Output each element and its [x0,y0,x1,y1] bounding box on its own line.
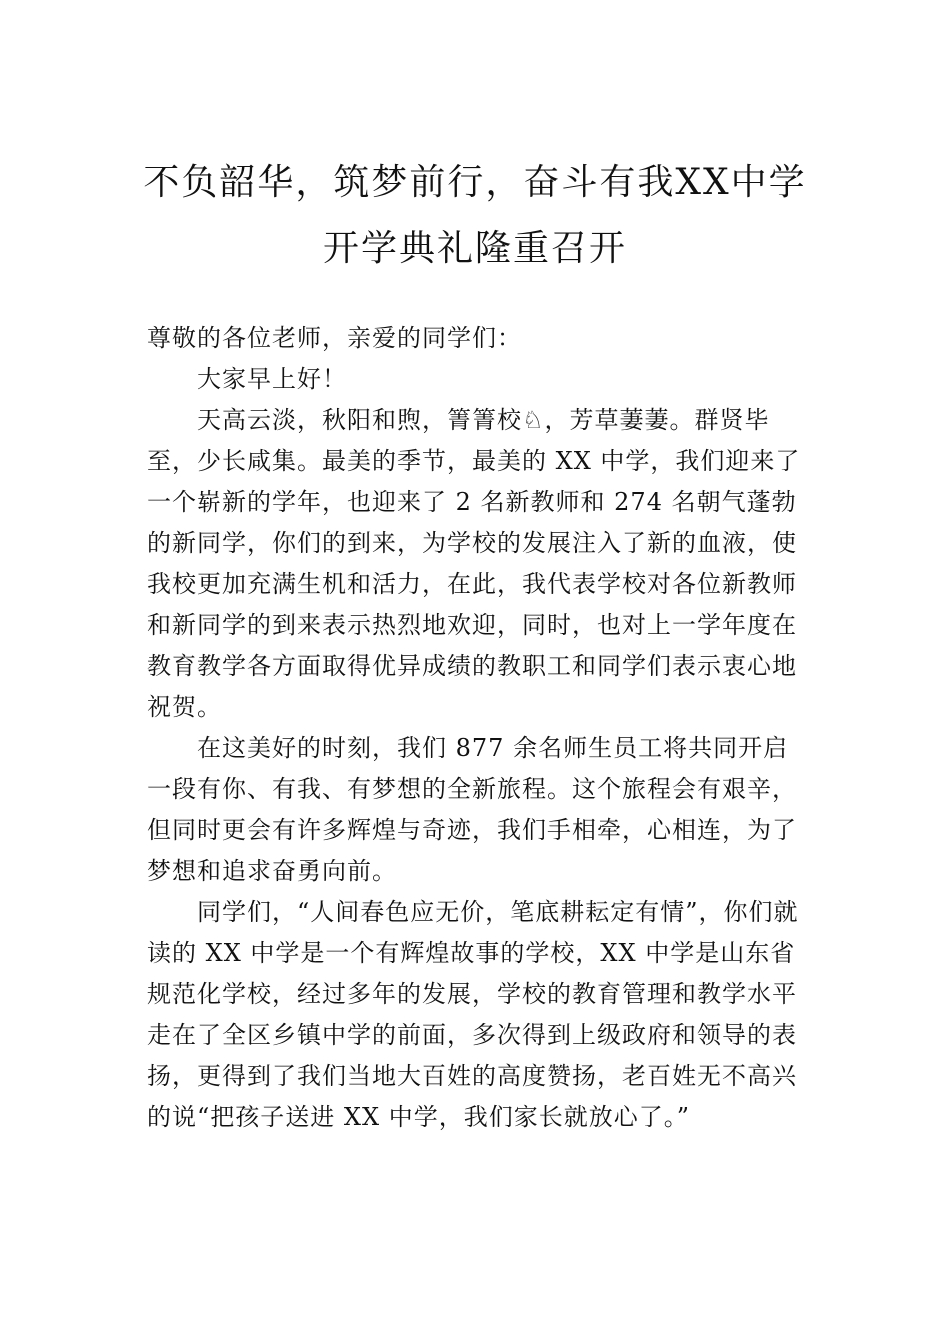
document-body [147,318,807,1138]
paragraph-greeting: 大家早上好！ [197,365,347,393]
paragraph-journey: 在这美好的时刻，我们 877 余名师生员工将共同开启一段有你、有我、有梦想的全新旅程。这个旅程会有艰辛，但同时更会有许多辉煌与奇迹，我们手相牵，心相连，为了梦想和追求奋勇向前。 [147,734,797,885]
document-title [100,150,850,282]
paragraph-school-history: 同学们，“人间春色应无价，笔底耕耘定有情”，你们就读的 XX 中学是一个有辉煌故事的学校，XX 中学是山东省规范化学校，经过多年的发展，学校的教育管理和教学水平走在了全区乡镇中学的前面，多次得到上级政府和领导的表扬，更得到了我们当地大百姓的高度赞扬，老百姓无不高兴的说“把孩子送进 XX 中学，我们家长就放心了。” [147,898,799,1131]
title-line-2: 开学典礼隆重召开 [322,228,627,269]
salutation: 尊敬的各位老师，亲爱的同学们： [147,324,522,352]
paragraph-welcome: 天高云淡，秋阳和煦，箐箐校♘，芳草萋萋。群贤毕至，少长咸集。最美的季节，最美的 XX 中学，我们迎来了一个崭新的学年，也迎来了 2 名新教师和 274 名朝气蓬勃的新同学，你们的到来，为学校的发展注入了新的血液，使我校更加充满生机和活力，在此，我代表学校对各位新教师和新同学的到来表示热烈地欢迎，同时，也对上一学年度在教育教学各方面取得优异成绩的教职工和同学们表示衷心地祝贺。 [147,406,801,721]
title-line-1: 不负韶华，筑梦前行，奋斗有我XX中学 [143,162,807,203]
